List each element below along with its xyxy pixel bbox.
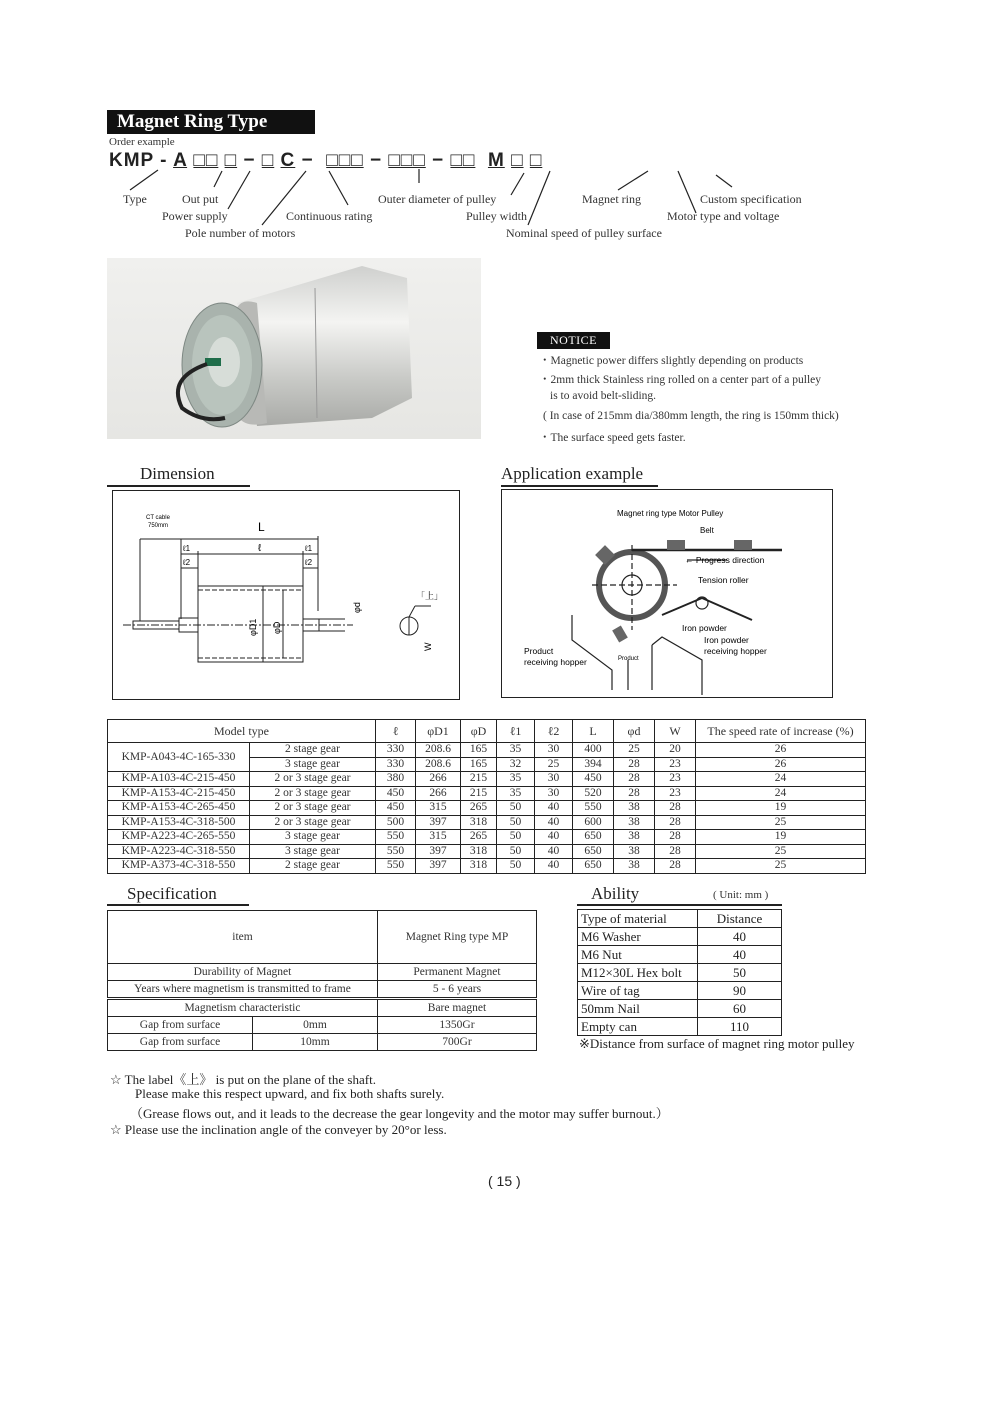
cell: 28	[655, 844, 696, 859]
label-pulley-width: Pulley width	[466, 209, 528, 223]
header-speed-rate: The speed rate of increase (%)	[696, 720, 866, 743]
note-line: ☆ The label《上》 is put on the plane of the shaft.	[110, 1072, 376, 1087]
cell: 35	[497, 786, 535, 801]
cell: 550	[376, 859, 416, 874]
cell: 318	[461, 844, 497, 859]
table-row	[108, 964, 537, 981]
cell: 23	[655, 772, 696, 787]
cell: 265	[461, 830, 497, 845]
cell: 28	[655, 830, 696, 845]
cable-length: 750mm	[148, 523, 169, 529]
cell: 28	[655, 859, 696, 874]
application-title: Application example	[501, 464, 644, 483]
cell: 26	[696, 757, 866, 772]
cell: 380	[376, 772, 416, 787]
cell-model: KMP-A043-4C-165-330	[108, 743, 250, 772]
ability-distance: 90	[698, 982, 782, 1000]
label-output: Out put	[182, 192, 219, 206]
header-L: L	[573, 720, 614, 743]
dim-W: W	[423, 642, 433, 651]
page-title: Magnet Ring Type	[107, 110, 315, 134]
ability-material: Empty can	[578, 1018, 698, 1036]
cell: 25	[696, 844, 866, 859]
spec-gap-label: Gap from surface	[108, 1017, 253, 1034]
table-row	[108, 1017, 537, 1034]
header-phiD: φD	[461, 720, 497, 743]
cell: 35	[497, 772, 535, 787]
order-example-label: Order example	[109, 136, 175, 148]
cell: 50	[497, 830, 535, 845]
cell: 520	[573, 786, 614, 801]
cell: 40	[535, 801, 573, 816]
cell: 315	[416, 830, 461, 845]
cell-gear: 2 or 3 stage gear	[250, 801, 376, 816]
code-output: □□	[193, 150, 219, 171]
ability-title: Ability	[591, 884, 640, 903]
cell: 40	[535, 844, 573, 859]
ability-distance: 60	[698, 1000, 782, 1018]
page-number: ( 15 )	[488, 1173, 521, 1189]
label-tension: Tension roller	[698, 575, 749, 585]
spec-item: Durability of Magnet	[108, 964, 378, 981]
ability-material: M6 Washer	[578, 928, 698, 946]
table-row	[108, 743, 866, 758]
dim-l: ℓ	[258, 543, 262, 554]
dimension-rule	[107, 485, 250, 487]
cell: 19	[696, 801, 866, 816]
ability-header-row	[578, 910, 782, 928]
cell-model: KMP-A223-4C-318-550	[108, 844, 250, 859]
cell: 26	[696, 743, 866, 758]
ability-header-distance: Distance	[698, 910, 782, 928]
cell-model: KMP-A223-4C-265-550	[108, 830, 250, 845]
table-row	[578, 928, 782, 946]
cell: 650	[573, 844, 614, 859]
label-pulley: Magnet ring type Motor Pulley	[617, 509, 724, 518]
spec-gap-distance: 0mm	[253, 1017, 378, 1034]
cell-gear: 2 or 3 stage gear	[250, 786, 376, 801]
table-row	[108, 859, 866, 874]
cell: 24	[696, 786, 866, 801]
label-iron-hopper: Iron powder	[704, 635, 749, 645]
label-iron-powder: Iron powder	[682, 623, 727, 633]
dim-phid: φd	[352, 602, 362, 613]
spec-item: Years where magnetism is transmitted to frame	[108, 981, 378, 999]
code-pole: □	[261, 150, 275, 171]
label-outer-diameter: Outer diameter of pulley	[378, 192, 497, 206]
label-magnet-ring: Magnet ring	[582, 192, 641, 206]
code-type: A	[173, 150, 188, 171]
spec-item: Magnetism characteristic	[108, 999, 378, 1017]
ability-distance: 110	[698, 1018, 782, 1036]
motor-pulley-image	[107, 258, 481, 439]
ability-rule	[577, 904, 782, 906]
cell-model: KMP-A153-4C-318-500	[108, 815, 250, 830]
notice-line: is to avoid belt-sliding.	[550, 390, 657, 402]
code-rating: C	[280, 150, 296, 171]
cell: 50	[497, 801, 535, 816]
label-motor-type: Motor type and voltage	[667, 209, 780, 223]
cell: 30	[535, 772, 573, 787]
cell: 35	[497, 743, 535, 758]
cell-gear: 2 or 3 stage gear	[250, 772, 376, 787]
cell-model: KMP-A103-4C-215-450	[108, 772, 250, 787]
ability-distance: 40	[698, 946, 782, 964]
header-W: W	[655, 720, 696, 743]
spec-header-type: Magnet Ring type MP	[378, 911, 537, 964]
cell: 25	[696, 859, 866, 874]
cell: 38	[614, 844, 655, 859]
notice-tag: NOTICE	[537, 332, 610, 349]
cell-model: KMP-A373-4C-318-550	[108, 859, 250, 874]
cell: 500	[376, 815, 416, 830]
cell: 550	[573, 801, 614, 816]
ability-material: Wire of tag	[578, 982, 698, 1000]
dim-L: L	[258, 520, 265, 534]
cell: 650	[573, 859, 614, 874]
cell: 394	[573, 757, 614, 772]
cell: 208.6	[416, 757, 461, 772]
cell: 28	[614, 786, 655, 801]
note-line: ☆ Please use the inclination angle of the conveyer by 20°or less.	[110, 1122, 447, 1137]
header-phid: φd	[614, 720, 655, 743]
spec-header-row	[108, 911, 537, 964]
dim-l1-right: ℓ1	[305, 544, 313, 553]
product-photo	[107, 258, 481, 439]
label-product-hopper: receiving hopper	[524, 657, 587, 667]
label-continuous-rating: Continuous rating	[286, 209, 373, 223]
cell: 265	[461, 801, 497, 816]
table-row	[108, 786, 866, 801]
table-row	[108, 772, 866, 787]
cell: 23	[655, 757, 696, 772]
label-belt: Belt	[700, 526, 714, 535]
cell: 397	[416, 815, 461, 830]
header-l2: ℓ2	[535, 720, 573, 743]
code-dash: −	[301, 150, 314, 171]
ability-material: M12×30L Hex bolt	[578, 964, 698, 982]
dim-l2-left: ℓ2	[183, 558, 191, 567]
table-row	[108, 815, 866, 830]
cell: 28	[655, 815, 696, 830]
dim-phiD1: φD1	[248, 618, 258, 636]
code-magnet: M	[487, 150, 505, 171]
cell: 25	[614, 743, 655, 758]
code-dash: −	[432, 150, 445, 171]
cell: 165	[461, 757, 497, 772]
table-row	[108, 830, 866, 845]
table-row	[578, 964, 782, 982]
cell: 318	[461, 859, 497, 874]
header-l1: ℓ1	[497, 720, 535, 743]
code-diameter: □□□	[326, 150, 364, 171]
application-rule	[501, 485, 658, 487]
cell: 25	[535, 757, 573, 772]
cell-gear: 2 stage gear	[250, 859, 376, 874]
cell: 266	[416, 786, 461, 801]
cell: 50	[497, 844, 535, 859]
label-nominal-speed: Nominal speed of pulley surface	[506, 226, 662, 240]
cell: 32	[497, 757, 535, 772]
table-row	[578, 946, 782, 964]
table-row	[578, 982, 782, 1000]
dim-l1-left: ℓ1	[183, 544, 191, 553]
cell: 266	[416, 772, 461, 787]
code-dash: −	[243, 150, 256, 171]
cell: 40	[535, 859, 573, 874]
cell: 38	[614, 859, 655, 874]
cell: 450	[573, 772, 614, 787]
label-power-supply: Power supply	[162, 209, 228, 223]
cell: 330	[376, 757, 416, 772]
cell: 38	[614, 830, 655, 845]
table-row	[108, 981, 537, 999]
table-header-row	[108, 720, 866, 743]
cell: 400	[573, 743, 614, 758]
application-drawing	[501, 489, 833, 698]
cell: 40	[535, 815, 573, 830]
cell: 20	[655, 743, 696, 758]
cell: 600	[573, 815, 614, 830]
code-dash: −	[369, 150, 383, 171]
cell: 215	[461, 786, 497, 801]
cell: 30	[535, 786, 573, 801]
model-table	[107, 719, 866, 874]
cell: 30	[535, 743, 573, 758]
spec-header-item: item	[108, 911, 378, 964]
cell: 38	[614, 815, 655, 830]
label-iron-hopper: receiving hopper	[704, 646, 767, 656]
specification-title: Specification	[127, 884, 217, 903]
top-mark: 「上」	[416, 591, 444, 601]
notice-line: ・The surface speed gets faster.	[539, 432, 686, 444]
cell: 28	[614, 772, 655, 787]
ability-footnote: ※Distance from surface of magnet ring motor pulley	[579, 1036, 855, 1051]
spec-value: Permanent Magnet	[378, 964, 537, 981]
ability-unit: ( Unit: mm )	[713, 889, 769, 901]
code-width: □□□	[388, 150, 426, 171]
spec-value: 5 - 6 years	[378, 981, 537, 999]
cell-gear: 3 stage gear	[250, 757, 376, 772]
header-model-type: Model type	[108, 720, 376, 743]
notice-line: ・Magnetic power differs slightly depending on products	[539, 355, 804, 367]
cell: 397	[416, 844, 461, 859]
label-pole-number: Pole number of motors	[185, 226, 296, 240]
ability-header-material: Type of material	[578, 910, 698, 928]
cell-gear: 2 or 3 stage gear	[250, 815, 376, 830]
cell: 450	[376, 786, 416, 801]
cell: 19	[696, 830, 866, 845]
notice-line: ( In case of 215mm dia/380mm length, the ring is 150mm thick)	[543, 410, 839, 422]
cell: 550	[376, 830, 416, 845]
code-prefix: KMP -	[109, 150, 174, 171]
header-l: ℓ	[376, 720, 416, 743]
label-type: Type	[123, 192, 147, 206]
table-row	[108, 801, 866, 816]
specification-table	[107, 910, 537, 1051]
code-speed: □□	[450, 150, 476, 171]
spec-gap-value: 700Gr	[378, 1034, 537, 1051]
ability-distance: 40	[698, 928, 782, 946]
spec-gap-value: 1350Gr	[378, 1017, 537, 1034]
label-product: Product	[618, 656, 639, 662]
header-phiD1: φD1	[416, 720, 461, 743]
spec-value: Bare magnet	[378, 999, 537, 1017]
ability-material: M6 Nut	[578, 946, 698, 964]
cell-gear: 3 stage gear	[250, 844, 376, 859]
cell-model: KMP-A153-4C-265-450	[108, 801, 250, 816]
application-diagram	[502, 490, 832, 696]
cell-model: KMP-A153-4C-215-450	[108, 786, 250, 801]
cell: 550	[376, 844, 416, 859]
cell: 215	[461, 772, 497, 787]
label-custom-spec: Custom specification	[700, 192, 802, 206]
cell-gear: 2 stage gear	[250, 743, 376, 758]
notice-line: ・2mm thick Stainless ring rolled on a center part of a pulley	[539, 374, 821, 386]
cell: 25	[696, 815, 866, 830]
cell: 397	[416, 859, 461, 874]
cell: 38	[614, 801, 655, 816]
ability-material: 50mm Nail	[578, 1000, 698, 1018]
cell: 330	[376, 743, 416, 758]
specification-rule	[107, 904, 249, 906]
note-line: （Grease flows out, and it leads to the decrease the gear longevity and the motor may suffer burnout.）	[130, 1106, 669, 1121]
cell: 450	[376, 801, 416, 816]
cell: 208.6	[416, 743, 461, 758]
spec-gap-distance: 10mm	[253, 1034, 378, 1051]
cell: 50	[497, 859, 535, 874]
cable-label: CT cable	[146, 515, 170, 521]
cell: 165	[461, 743, 497, 758]
table-row	[578, 1000, 782, 1018]
cell: 50	[497, 815, 535, 830]
cell: 24	[696, 772, 866, 787]
spec-gap-label: Gap from surface	[108, 1034, 253, 1051]
cell: 315	[416, 801, 461, 816]
cell: 28	[655, 801, 696, 816]
code-motor: □	[511, 150, 524, 171]
dimension-title: Dimension	[140, 464, 215, 483]
table-row	[578, 1018, 782, 1036]
cell: 318	[461, 815, 497, 830]
table-row	[108, 999, 537, 1017]
dimension-diagram	[113, 491, 458, 698]
code-power: □	[224, 150, 238, 171]
table-row	[108, 844, 866, 859]
cell: 40	[535, 830, 573, 845]
table-row	[108, 1034, 537, 1051]
label-progress: ← Progress direction	[685, 555, 765, 565]
cell: 650	[573, 830, 614, 845]
dimension-drawing	[112, 490, 460, 700]
ability-distance: 50	[698, 964, 782, 982]
note-line: Please make this respect upward, and fix both shafts surely.	[135, 1086, 445, 1101]
ability-table	[577, 909, 782, 1036]
label-product-hopper: Product	[524, 646, 554, 656]
cell: 23	[655, 786, 696, 801]
code-custom: □	[529, 150, 543, 171]
cell: 28	[614, 757, 655, 772]
dim-l2-right: ℓ2	[305, 558, 313, 567]
dim-phiD: φD	[272, 621, 282, 634]
cell-gear: 3 stage gear	[250, 830, 376, 845]
